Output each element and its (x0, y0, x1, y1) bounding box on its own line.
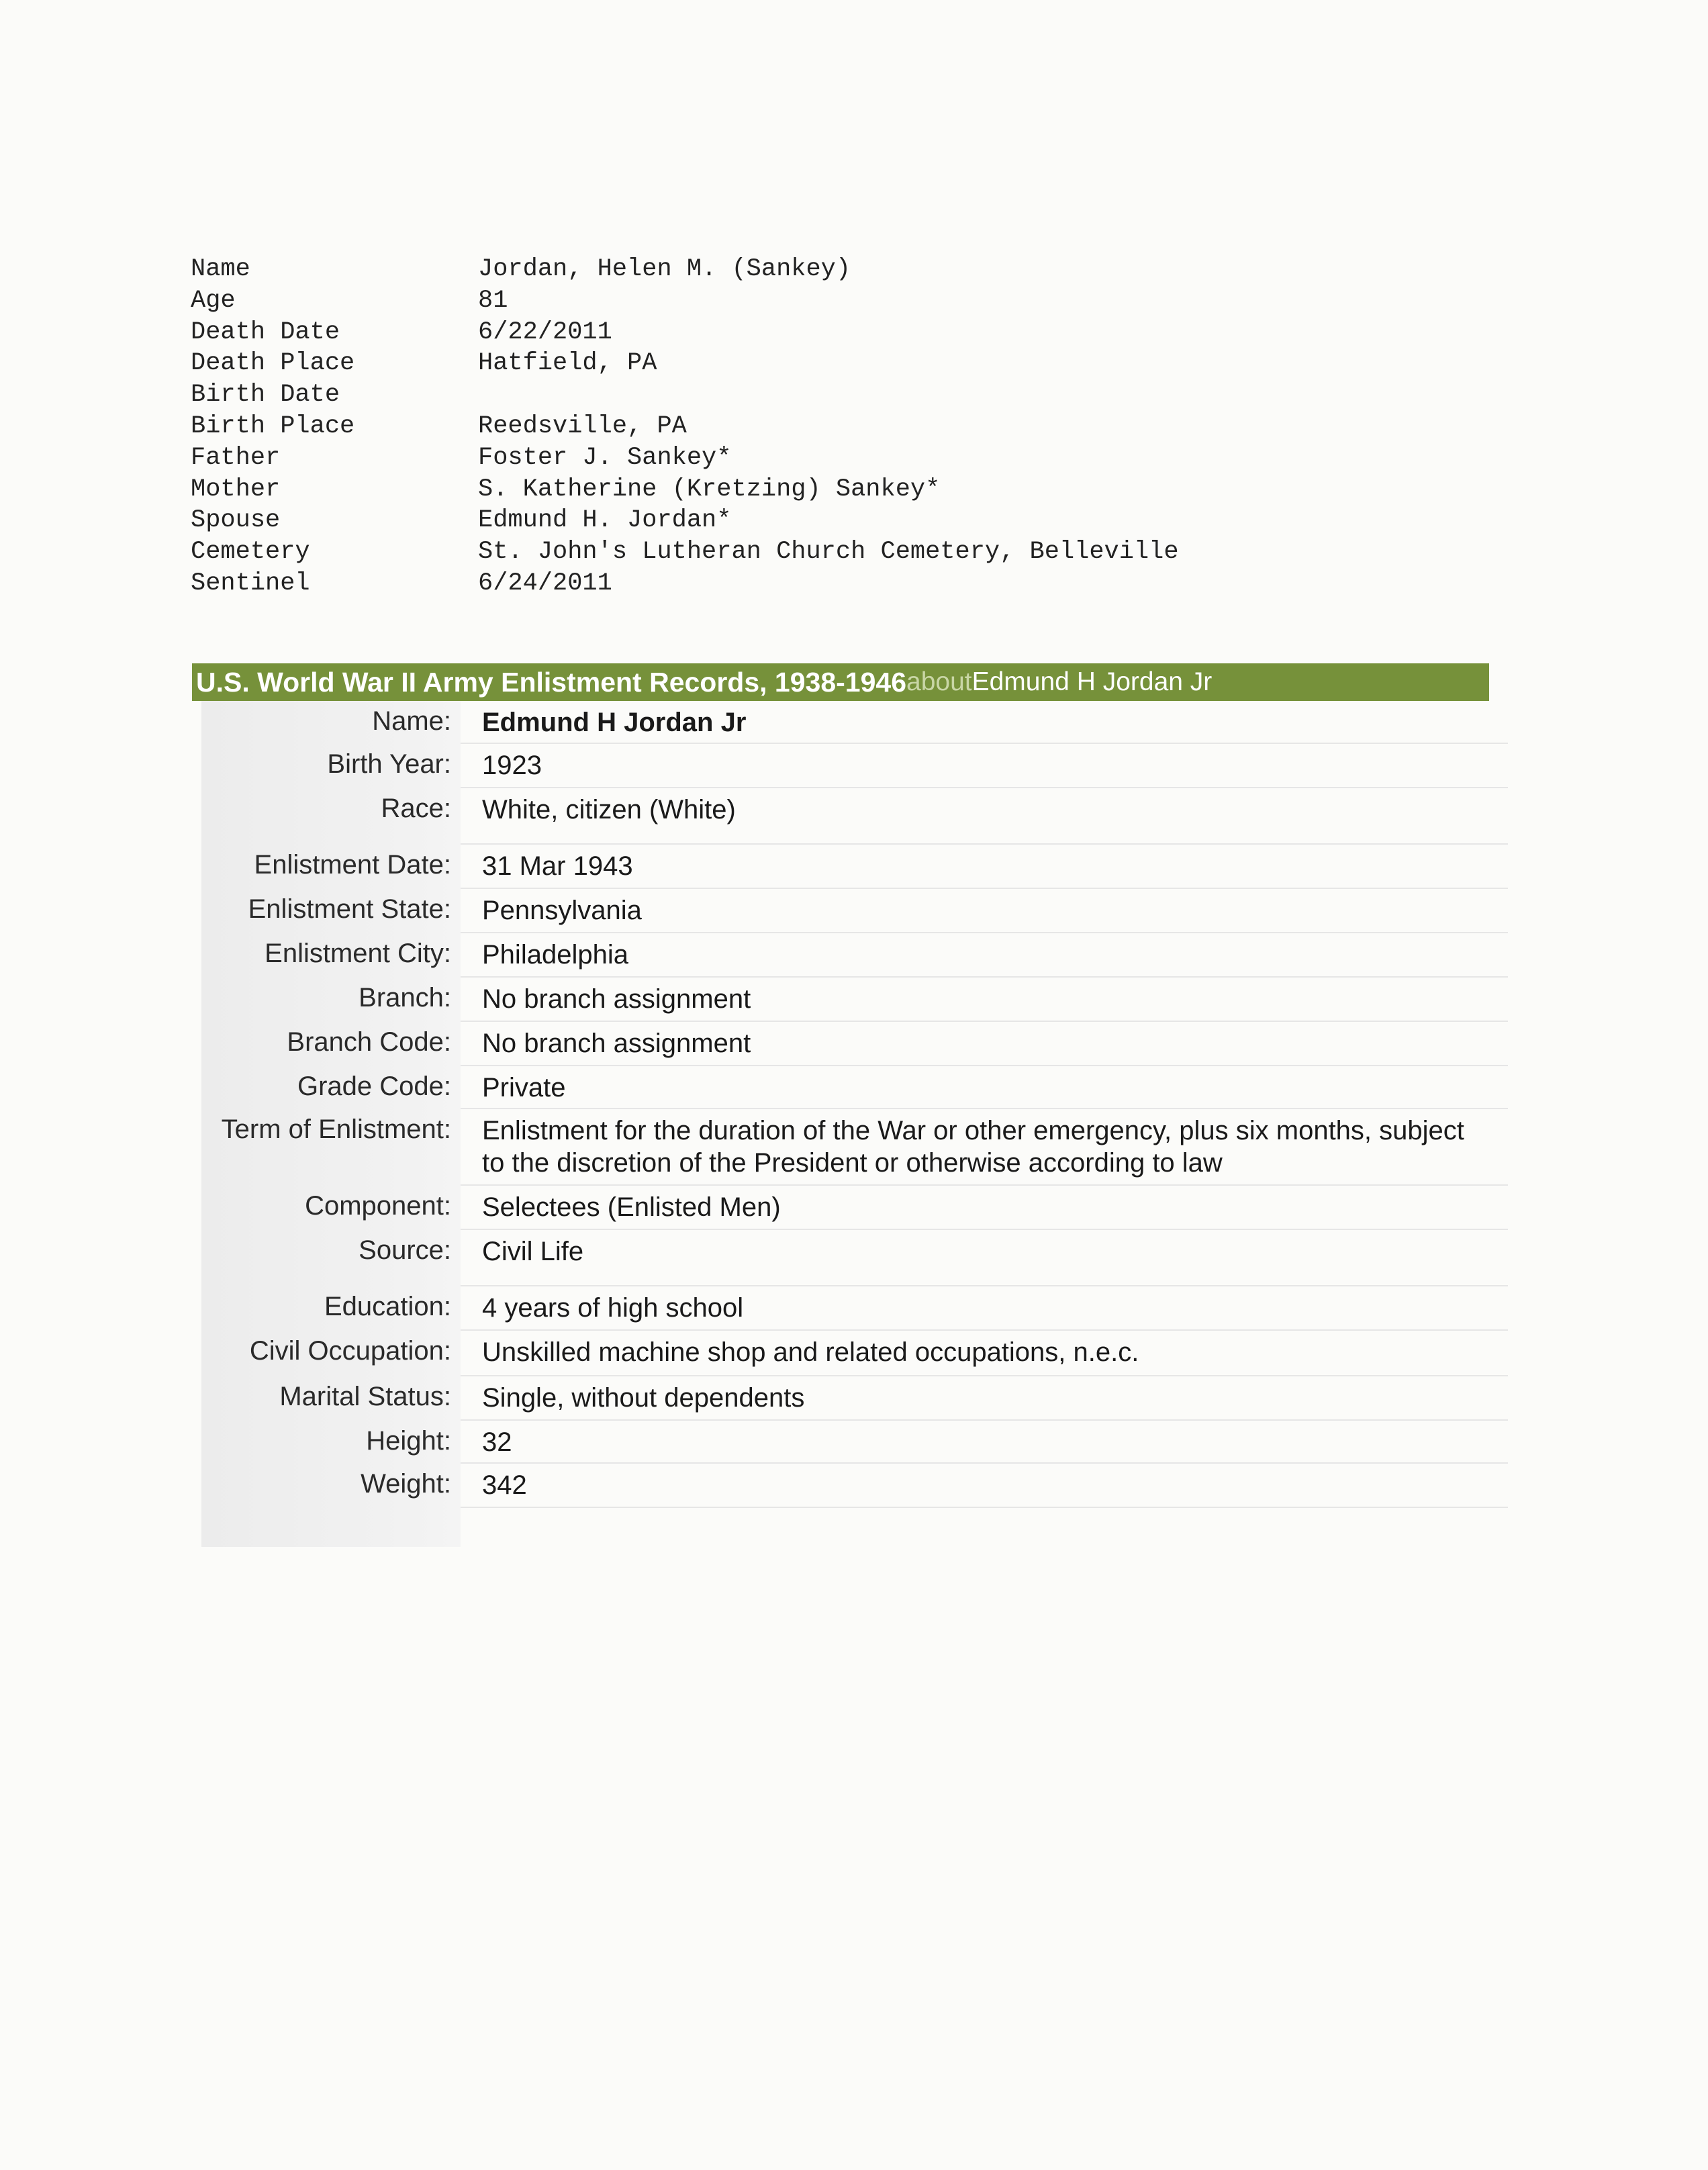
record-label: Enlistment State: (248, 894, 451, 924)
record-label: Component: (305, 1191, 451, 1221)
obit-value: 6/22/2011 (478, 318, 612, 346)
obit-value: Jordan, Helen M. (Sankey) (478, 255, 851, 283)
record-label: Marital Status: (279, 1382, 451, 1411)
record-header (192, 663, 1489, 701)
record-value: 1923 (482, 751, 542, 780)
obit-value: S. Katherine (Kretzing) Sankey* (478, 475, 941, 504)
record-label: Race: (381, 794, 451, 823)
obit-label: Father (191, 443, 281, 472)
record-label: Enlistment Date: (254, 850, 451, 880)
obit-value: Foster J. Sankey* (478, 443, 732, 472)
record-row-enlistment-date (192, 845, 1508, 889)
obit-label: Name (191, 255, 250, 283)
enlistment-record (192, 663, 1489, 1547)
record-value: Pennsylvania (482, 896, 642, 925)
record-label: Source: (359, 1235, 451, 1265)
record-value: 4 years of high school (482, 1293, 744, 1323)
record-value: 32 (482, 1427, 512, 1457)
record-about-label: about (906, 667, 972, 696)
obit-value: 6/24/2011 (478, 569, 612, 598)
record-row-enlistment-city (192, 933, 1508, 978)
record-label: Education: (324, 1292, 451, 1321)
record-row-birth-year (192, 744, 1508, 788)
obit-label: Spouse (191, 506, 281, 535)
record-row-source (192, 1230, 1508, 1286)
record-table (192, 701, 1508, 1547)
obit-label: Death Place (191, 349, 355, 378)
obit-label: Death Date (191, 318, 340, 346)
record-row-enlistment-state (192, 889, 1508, 933)
record-value: No branch assignment (482, 984, 751, 1014)
record-row-civil-occupation (192, 1331, 1508, 1376)
record-value: Unskilled machine shop and related occupations, n.e.c. (482, 1337, 1139, 1367)
record-value: No branch assignment (482, 1029, 751, 1058)
record-label: Branch: (359, 983, 451, 1012)
obit-value: St. John's Lutheran Church Cemetery, Belleville (478, 538, 1179, 567)
obit-value: Reedsville, PA (478, 412, 687, 440)
row-divider (461, 1507, 1508, 1508)
record-subject-name: Edmund H Jordan Jr (971, 667, 1213, 696)
record-label: Term of Enlistment: (221, 1115, 451, 1144)
obit-label: Sentinel (191, 569, 310, 598)
obit-label: Age (191, 286, 236, 315)
record-row-marital-status (192, 1376, 1508, 1421)
record-label: Branch Code: (287, 1027, 451, 1057)
record-row-weight (192, 1464, 1508, 1508)
obit-label: Cemetery (191, 538, 310, 567)
record-value: Civil Life (482, 1237, 584, 1266)
record-value: 31 Mar 1943 (482, 851, 633, 881)
record-label: Birth Year: (327, 749, 451, 779)
record-database-title: U.S. World War II Army Enlistment Records, 1938-1946 (196, 666, 906, 698)
record-row-branch (192, 978, 1508, 1022)
record-value: Single, without dependents (482, 1383, 805, 1413)
record-row-branch-code (192, 1022, 1508, 1066)
record-value: White, citizen (White) (482, 795, 736, 824)
record-value: Philadelphia (482, 940, 628, 970)
obit-value: Hatfield, PA (478, 349, 657, 378)
record-value: Enlistment for the duration of the War or other emergency, plus six months, subject to the discretion of the President or otherwise according to law (482, 1116, 1464, 1178)
record-label: Enlistment City: (265, 939, 451, 968)
record-value: Edmund H Jordan Jr (482, 708, 747, 737)
record-label: Grade Code: (297, 1072, 451, 1101)
record-value: Private (482, 1073, 566, 1102)
record-row-grade-code (192, 1066, 1508, 1109)
obit-label: Birth Date (191, 381, 340, 410)
record-label: Height: (366, 1426, 451, 1456)
record-row-name (192, 701, 1508, 744)
record-row-term-of-enlistment (192, 1109, 1508, 1186)
record-row-race (192, 788, 1508, 845)
record-label: Civil Occupation: (249, 1336, 451, 1366)
record-label: Name: (372, 706, 451, 736)
obit-value: Edmund H. Jordan* (478, 506, 732, 535)
obit-value: 81 (478, 286, 508, 315)
record-row-height (192, 1421, 1508, 1464)
record-label: Weight: (361, 1469, 451, 1499)
record-value: 342 (482, 1470, 527, 1500)
obit-label: Mother (191, 475, 281, 504)
record-row-component (192, 1186, 1508, 1230)
record-value: Selectees (Enlisted Men) (482, 1192, 781, 1222)
obit-label: Birth Place (191, 412, 355, 440)
record-row-education (192, 1286, 1508, 1331)
